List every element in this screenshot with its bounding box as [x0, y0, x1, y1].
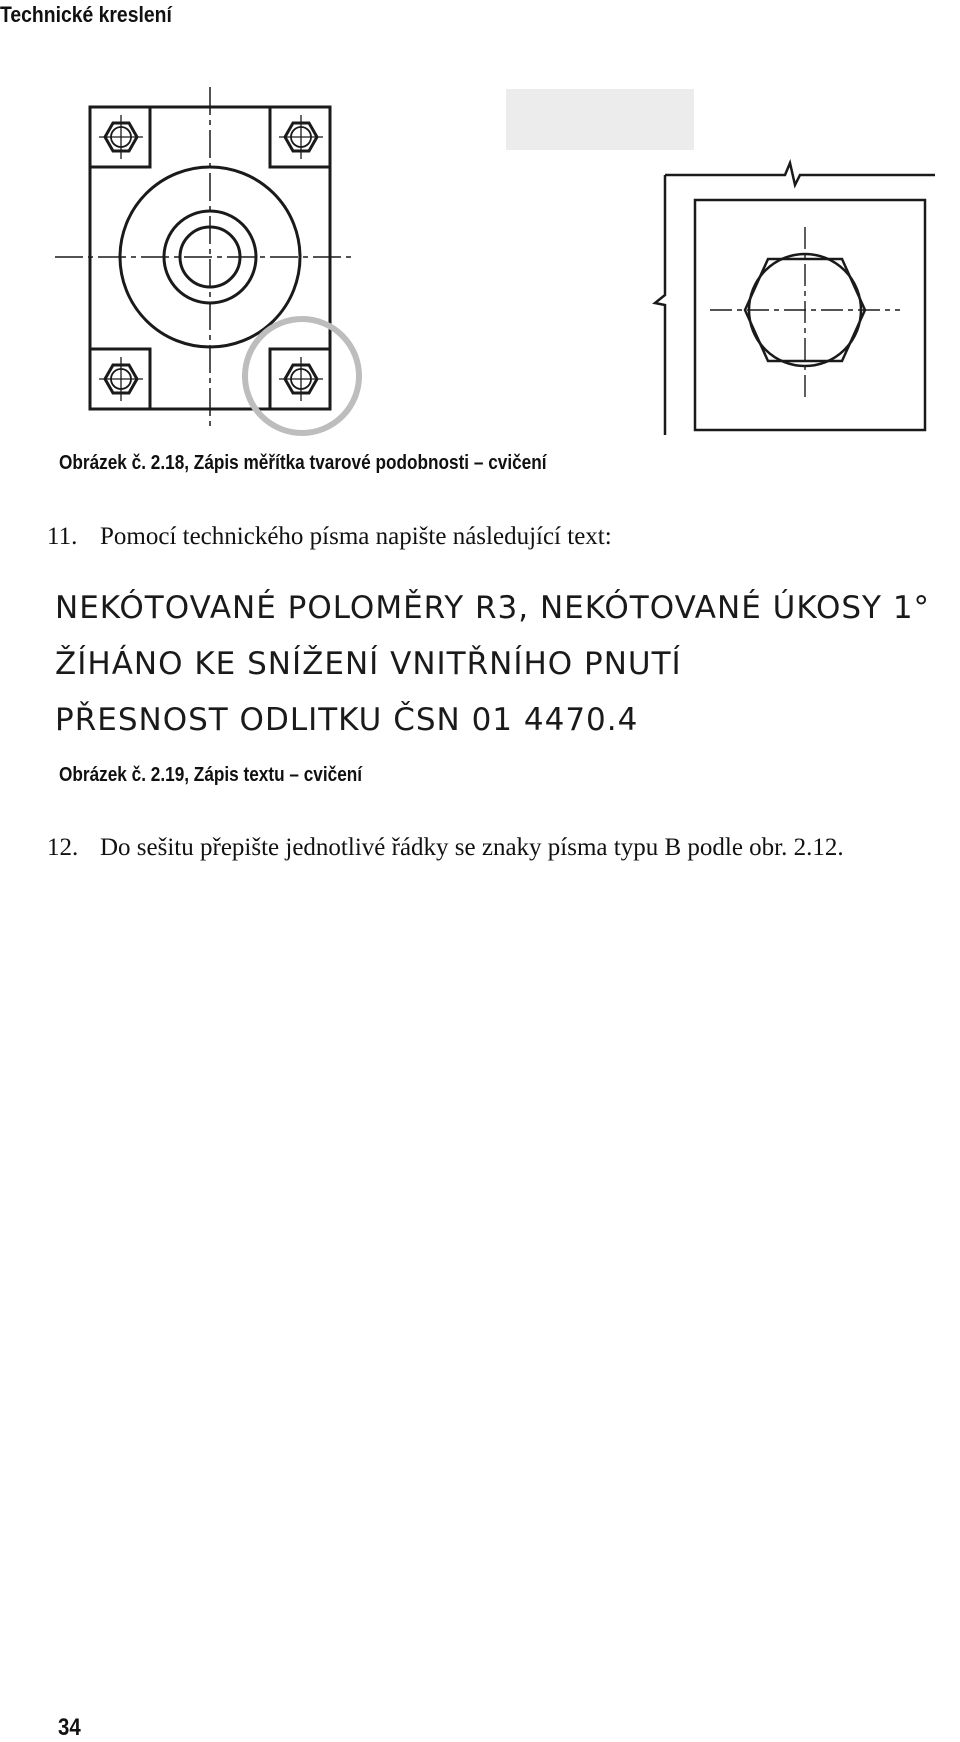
tech-text-line: PŘESNOST ODLITKU ČSN 01 4470.4 — [55, 702, 639, 738]
blank-area — [506, 89, 694, 150]
task-12 — [47, 834, 844, 862]
task-number: 12. — [47, 834, 79, 861]
flange-drawing — [55, 85, 385, 445]
page-number: 34 — [58, 1714, 81, 1741]
tech-text-line: ŽÍHÁNO KE SNÍŽENÍ VNITŘNÍHO PNUTÍ — [55, 646, 682, 682]
task-text: Do sešitu přepište jednotlivé řádky se znaky písma typu B podle obr. 2.12. — [100, 834, 844, 861]
figure-caption: Obrázek č. 2.19, Zápis textu – cvičení — [59, 764, 363, 786]
running-header: Technické kreslení — [0, 2, 172, 27]
task-number: 11. — [47, 523, 78, 550]
task-text: Pomocí technického písma napište následující text: — [100, 523, 612, 550]
task-11 — [47, 523, 612, 551]
figure-caption: Obrázek č. 2.18, Zápis měřítka tvarové podobnosti – cvičení — [59, 452, 547, 474]
tech-text-line: NEKÓTOVANÉ POLOMĚRY R3, NEKÓTOVANÉ ÚKOSY 1° — [55, 590, 931, 626]
detail-drawing — [650, 155, 940, 435]
